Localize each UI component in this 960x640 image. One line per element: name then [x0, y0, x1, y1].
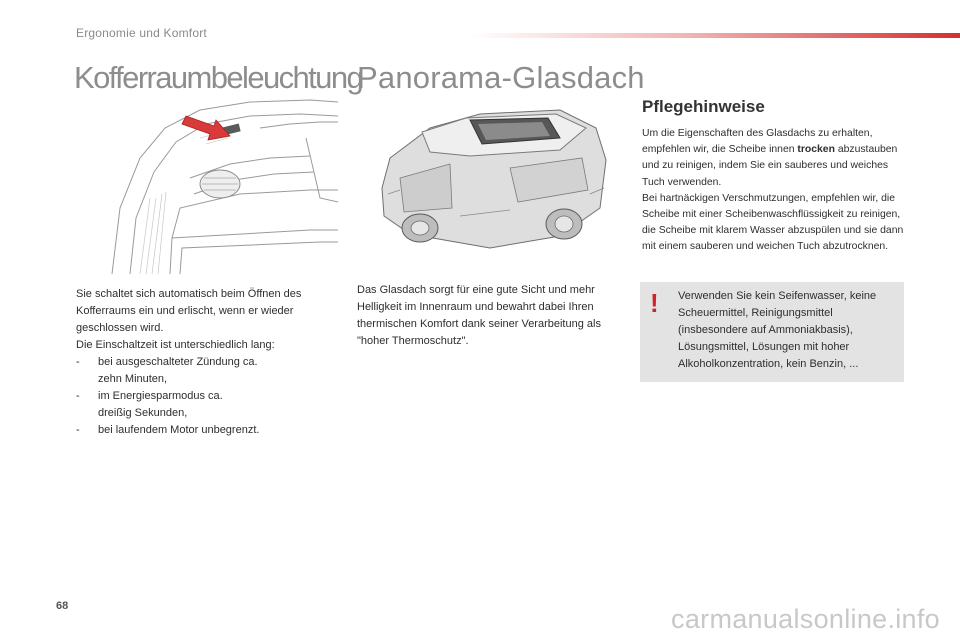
trunk-lighting-intro: Sie schaltet sich automatisch beim Öffnen des Kofferraums ein und erlischt, wenn er wieder geschlossen wird. — [76, 288, 302, 334]
warning-text: Verwenden Sie kein Seifenwasser, keine Scheuermittel, Reinigungsmittel (insbesondere auf Ammoniakbasis), Lösungsmittel, Lösungen mit hoher Alkoholkonzentration, kein Benzin, ... — [678, 290, 877, 370]
header-rule — [470, 33, 960, 38]
list-item: - im Energiesparmodus ca. dreißig Sekunden, — [76, 390, 223, 419]
title-trunk-lighting: Kofferraumbeleuchtung — [74, 60, 363, 95]
care-instructions-heading: Pflegehinweise — [642, 97, 765, 116]
care-paragraph-1: Um die Eigenschaften des Glasdachs zu erhalten, empfehlen wir, die Scheibe innen trocken abzustauben und zu reinigen, indem Sie ein sauberes und weiches Tuch verwenden. — [642, 128, 898, 188]
emphasis-dry: trocken — [797, 144, 835, 156]
warning-exclamation-icon: ! — [650, 288, 659, 318]
panoramic-roof-description: Das Glasdach sorgt für eine gute Sicht und mehr Helligkeit im Innenraum und bewahrt dabei Ihren thermischen Komfort dank seiner Verarbeitung als "hoher Thermoschutz". — [357, 284, 601, 347]
section-label: Ergonomie und Komfort — [76, 26, 207, 40]
panoramic-roof-text — [357, 282, 607, 350]
car-panoramic-roof-illustration — [360, 98, 618, 266]
list-item: - bei laufendem Motor unbegrenzt. — [76, 424, 260, 436]
trunk-lamp-illustration — [110, 98, 340, 274]
title-panoramic-roof: Panorama-Glasdach — [357, 60, 645, 95]
list-item: - bei ausgeschalteter Zündung ca. zehn Minuten, — [76, 356, 258, 385]
page-number: 68 — [56, 600, 69, 612]
care-paragraph-2: Bei hartnäckigen Verschmutzungen, empfehlen wir, die Scheibe mit einer Scheibenwaschflüssigkeit zu reinigen, die Scheibe mit klarem Wasser abzuspülen und sie dann mit einem sauberen und weichen Tuch abzutrocknen. — [642, 192, 904, 253]
watermark: carmanualsonline.info — [671, 604, 940, 634]
warning-box — [640, 282, 904, 382]
trunk-lighting-text — [76, 286, 338, 439]
care-instructions-text — [642, 126, 904, 256]
duration-intro: Die Einschaltzeit ist unterschiedlich lang: — [76, 339, 275, 351]
duration-list — [76, 354, 338, 439]
